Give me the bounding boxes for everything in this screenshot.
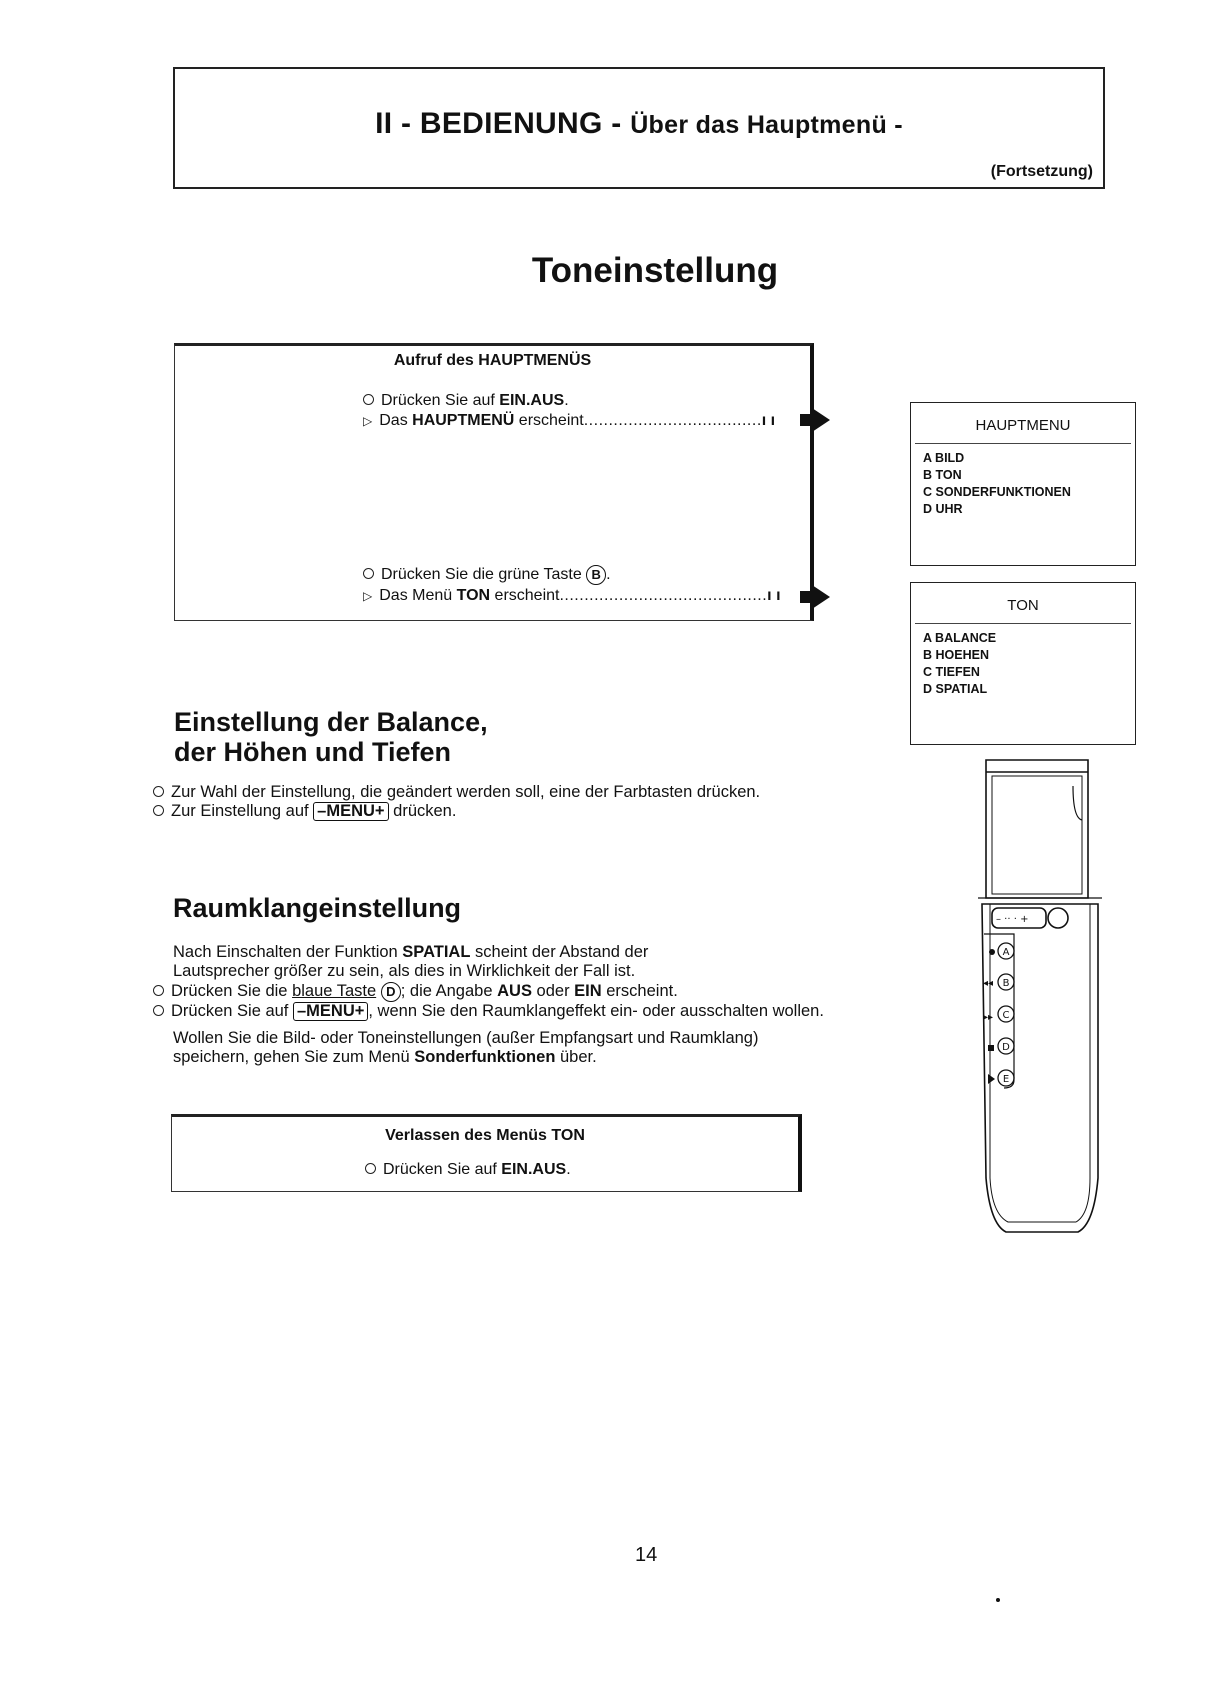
circle-bullet-icon — [153, 1005, 164, 1016]
circle-bullet-icon — [363, 568, 374, 579]
main-menu-item: C SONDERFUNKTIONEN — [923, 485, 1071, 499]
main-menu-screen — [910, 402, 1136, 566]
page-title: Toneinstellung — [531, 251, 779, 290]
spatial-note-line-1: Wollen Sie die Bild- oder Toneinstellungen (außer Empfangsart und Raumklang) — [173, 1029, 759, 1047]
remote-key-e-label: E — [1002, 1074, 1010, 1085]
circle-bullet-icon — [363, 394, 374, 405]
ton-menu-title: TON — [1007, 597, 1039, 614]
ton-menu-item: C TIEFEN — [923, 665, 980, 679]
call-step-1: Drücken Sie auf EIN.AUS. — [363, 392, 569, 410]
balance-bullet-2: Zur Einstellung auf –MENU+ drücken. — [153, 802, 456, 821]
remote-key-a-label: A — [1002, 947, 1010, 958]
spatial-bullet-1: Drücken Sie die blaue Taste D ; die Angabe AUS oder EIN erscheint. — [153, 982, 678, 1002]
ton-menu-item: D SPATIAL — [923, 682, 988, 696]
stray-dot — [996, 1598, 1000, 1602]
call-step-3: Drücken Sie die grüne Taste B . — [363, 565, 611, 585]
arrow-right-icon — [800, 408, 830, 432]
ton-menu-item: A BALANCE — [923, 631, 997, 645]
circle-bullet-icon — [153, 786, 164, 797]
green-key-b-icon: B — [586, 565, 606, 585]
spatial-intro-line-1: Nach Einschalten der Funktion SPATIAL scheint der Abstand der — [173, 943, 649, 961]
remote-control-illustration — [970, 758, 1120, 1240]
ton-menu-list — [923, 630, 996, 698]
main-menu-item: A BILD — [923, 451, 965, 465]
main-menu-item: B TON — [923, 468, 962, 482]
triangle-right-icon: ▷ — [363, 589, 373, 603]
svg-text:◂◂: ◂◂ — [983, 978, 994, 989]
exit-menu-box — [171, 1114, 802, 1192]
main-menu-title: HAUPTMENU — [975, 417, 1071, 434]
menu-key-icon: –MENU+ — [293, 1002, 368, 1021]
exit-box-heading: Verlassen des Menüs TON — [385, 1127, 585, 1144]
blue-key-d-icon: D — [381, 982, 401, 1002]
divider — [915, 443, 1131, 444]
exit-step: Drücken Sie auf EIN.AUS. — [365, 1161, 571, 1179]
call-step-2: ▷ Das HAUPTMENÜ erscheint....................................ı ı — [363, 412, 776, 429]
continuation-label: (Fortsetzung) — [990, 163, 1093, 180]
triangle-right-icon: ▷ — [363, 414, 373, 428]
header-box — [173, 67, 1105, 189]
main-menu-item: D UHR — [923, 502, 963, 516]
spatial-intro-line-2: Lautsprecher größer zu sein, als dies in Wirklichkeit der Fall ist. — [173, 962, 636, 980]
balance-bullet-1: Zur Wahl der Einstellung, die geändert werden soll, eine der Farbtasten drücken. — [153, 783, 760, 802]
ton-menu-item: B HOEHEN — [923, 648, 989, 662]
remote-minus-label: – ·· · + — [996, 914, 1029, 925]
call-step-4: ▷ Das Menü TON erscheint..........................................ı ı — [363, 587, 781, 604]
svg-text:▸▸: ▸▸ — [983, 1012, 994, 1023]
balance-heading: Einstellung der Balance, der Höhen und Tiefen — [174, 707, 488, 767]
arrow-right-icon — [800, 585, 830, 609]
remote-key-d-label: D — [1002, 1042, 1010, 1053]
circle-bullet-icon — [153, 805, 164, 816]
ton-menu-screen — [910, 582, 1136, 745]
main-menu-list — [923, 450, 1071, 518]
spatial-note-line-2: speichern, gehen Sie zum Menü Sonderfunktionen über. — [173, 1048, 597, 1066]
circle-bullet-icon — [365, 1163, 376, 1174]
page-number: 14 — [635, 1544, 658, 1566]
call-main-menu-box — [174, 343, 814, 621]
remote-key-b-label: B — [1002, 978, 1010, 989]
spatial-bullet-2: Drücken Sie auf –MENU+ , wenn Sie den Raumklangeffekt ein- oder ausschalten wollen. — [153, 1002, 824, 1021]
remote-key-c-label: C — [1002, 1010, 1010, 1021]
circle-bullet-icon — [153, 985, 164, 996]
menu-key-icon: –MENU+ — [313, 802, 388, 821]
chapter-title: II - BEDIENUNG - Über das Hauptmenü - — [375, 107, 903, 140]
divider — [915, 623, 1131, 624]
spatial-heading: Raumklangeinstellung — [173, 893, 462, 923]
call-box-heading: Aufruf des HAUPTMENÜS — [393, 352, 592, 369]
